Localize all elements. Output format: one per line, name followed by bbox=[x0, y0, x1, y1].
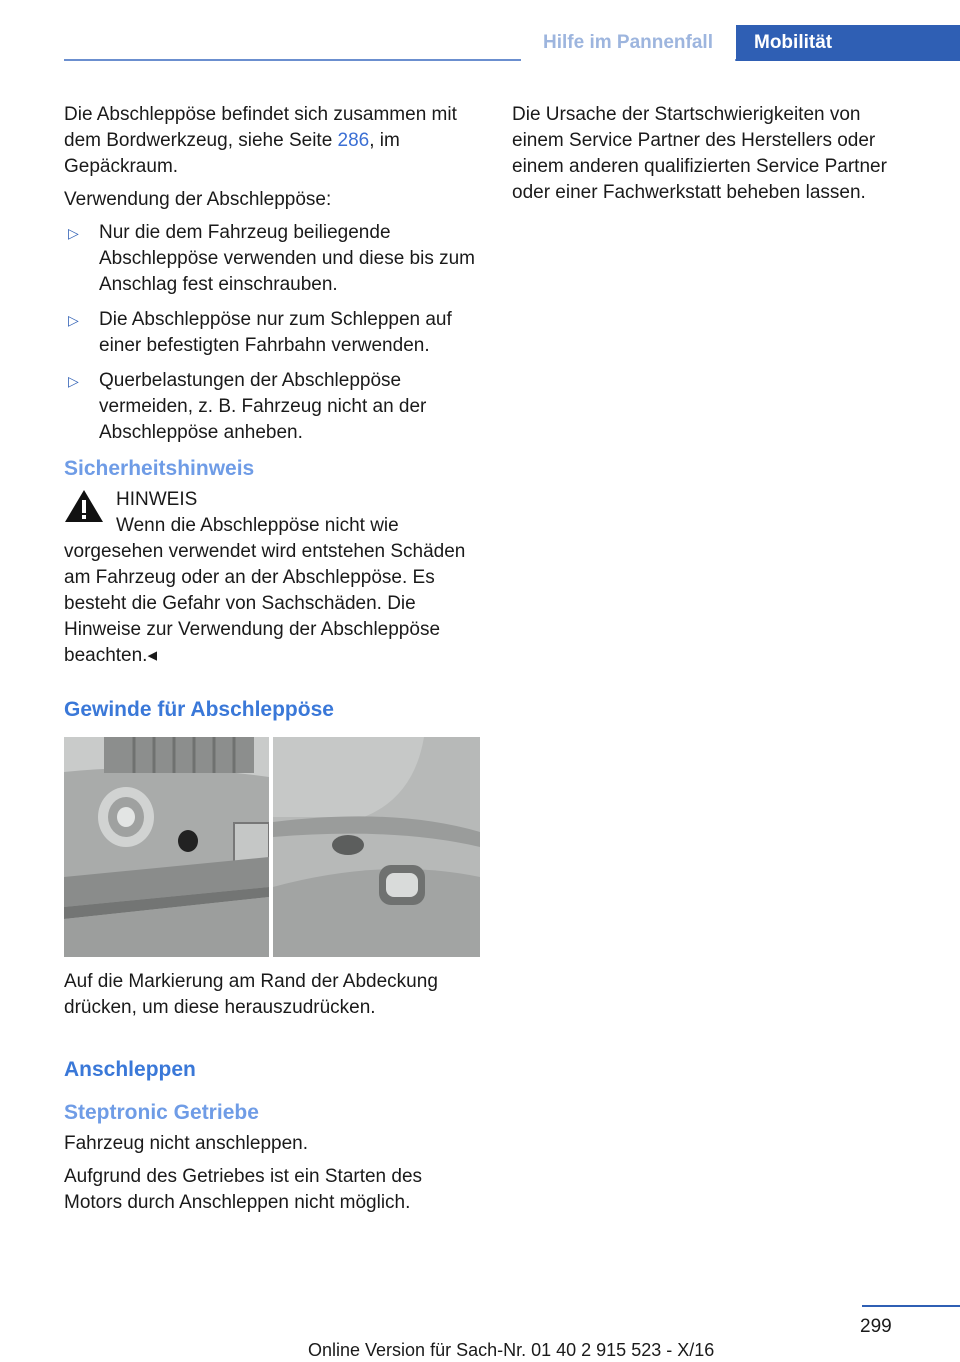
triangle-right-outline-icon: ▷ bbox=[68, 373, 79, 389]
list-item bbox=[64, 307, 482, 359]
tow-eye-thread-illustration bbox=[64, 737, 480, 957]
steptronic-note-1: Fahrzeug nicht anschleppen. bbox=[64, 1133, 308, 1154]
online-version-note: Online Version für Sach-Nr. 01 40 2 915 523 - X/16 bbox=[308, 1340, 715, 1360]
list-item-text: Querbelastungen der Abschleppöse vermeiden, z. B. Fahrzeug nicht an der Abschleppöse anheben. bbox=[99, 370, 427, 443]
warning-text: Wenn die Abschleppöse nicht wie vorgesehen verwendet wird entstehen Schäden am Fahrzeug oder an der Abschleppöse. Es besteht die Gefahr von Sachschäden. Die Hinweise zur Verwendung der Abschleppöse beachten.◂ bbox=[64, 515, 466, 666]
tab-section: Hilfe im Pannenfall bbox=[521, 25, 735, 61]
list-item-text: Die Abschleppöse nur zum Schleppen auf einer befestigten Fahrbahn verwenden. bbox=[99, 309, 452, 356]
thread-heading: Gewinde für Abschleppöse bbox=[64, 698, 334, 721]
tow-start-heading: Anschleppen bbox=[64, 1058, 196, 1081]
warning-title: HINWEIS bbox=[116, 489, 198, 510]
page-number: 299 bbox=[860, 1316, 892, 1337]
tab-chapter: Mobilität bbox=[736, 25, 960, 61]
intro-paragraph bbox=[64, 102, 482, 180]
steptronic-heading: Steptronic Getriebe bbox=[64, 1101, 259, 1124]
warning-box bbox=[64, 487, 482, 669]
safety-heading: Sicherheitshinweis bbox=[64, 457, 255, 480]
list-item bbox=[64, 368, 482, 446]
intro-text-end: , im Gepäckraum. bbox=[64, 130, 400, 177]
warning-triangle-icon bbox=[64, 489, 104, 523]
intro-text-start: Die Abschleppöse befindet sich zusammen mit dem Bordwerkzeug, siehe Seite bbox=[64, 104, 457, 151]
right-column bbox=[512, 102, 912, 213]
steptronic-note-2: Aufgrund des Getriebes ist ein Starten des Motors durch Anschleppen nicht möglich. bbox=[64, 1166, 423, 1213]
left-column bbox=[64, 102, 482, 1223]
footer-rule bbox=[862, 1305, 960, 1307]
list-item bbox=[64, 220, 482, 298]
right-paragraph: Die Ursache der Startschwierigkeiten von einem Service Partner des Herstellers oder einem anderen qualifizierten Service Partner oder einer Fachwerkstatt beheben lassen. bbox=[512, 104, 887, 203]
usage-list bbox=[64, 220, 482, 446]
list-item-text: Nur die dem Fahrzeug beiliegende Abschleppöse verwenden und diese bis zum Anschlag fest einschrauben. bbox=[99, 222, 476, 295]
triangle-right-outline-icon: ▷ bbox=[68, 312, 79, 328]
page-reference-link[interactable]: 286 bbox=[337, 130, 370, 151]
figure-caption: Auf die Markierung am Rand der Abdeckung drücken, um diese herauszudrücken. bbox=[64, 971, 438, 1018]
triangle-right-outline-icon: ▷ bbox=[68, 225, 79, 241]
vehicle-bumper-image bbox=[64, 737, 480, 957]
usage-label: Verwendung der Abschleppöse: bbox=[64, 189, 332, 210]
